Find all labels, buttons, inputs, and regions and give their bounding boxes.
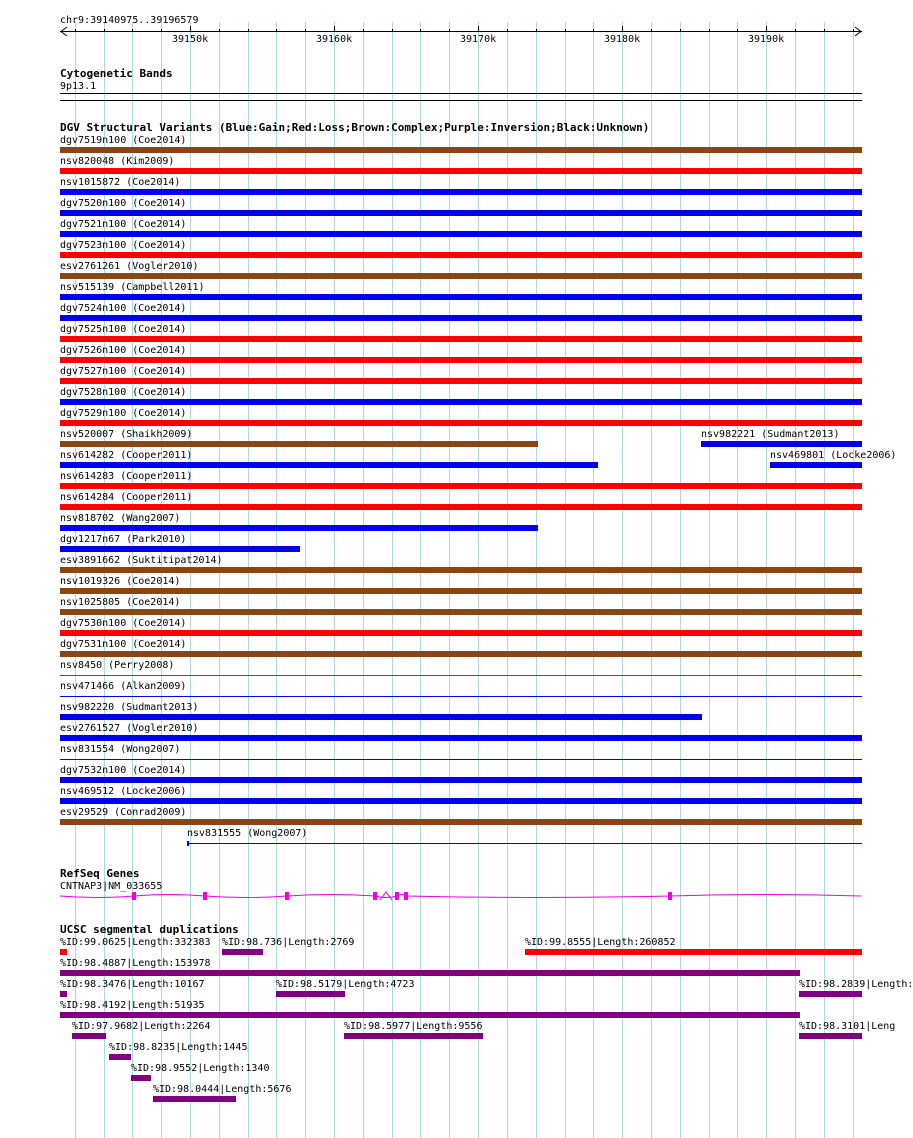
- segdup-feature[interactable]: [60, 991, 67, 997]
- sv-label: dgv7520n100 (Coe2014): [60, 198, 187, 209]
- ruler-minor-tick: [565, 29, 566, 32]
- sv-label: dgv7519n100 (Coe2014): [60, 135, 187, 146]
- sv-label: esv2761527 (Vogler2010): [60, 723, 199, 734]
- sv-label: dgv7529n100 (Coe2014): [60, 408, 187, 419]
- ruler-minor-tick: [248, 29, 249, 32]
- cytoband-label: 9p13.1: [60, 81, 97, 92]
- ruler-axis: [60, 31, 862, 32]
- cytoband-bottom-line: [60, 100, 862, 101]
- ruler-minor-tick: [363, 29, 364, 32]
- segdup-label: %ID:98.9552|Length:1340: [131, 1063, 270, 1074]
- ruler-minor-tick: [593, 29, 594, 32]
- segdup-feature[interactable]: [344, 1033, 483, 1039]
- segdup-feature[interactable]: [799, 991, 862, 997]
- segdup-feature[interactable]: [276, 991, 345, 997]
- segdup-label: %ID:99.8555|Length:260852: [525, 937, 676, 948]
- sv-feature[interactable]: [60, 630, 862, 636]
- ruler-major-tick: [766, 26, 767, 32]
- ruler-minor-tick: [104, 29, 105, 32]
- ruler-minor-tick: [132, 29, 133, 32]
- segdup-feature[interactable]: [60, 949, 67, 955]
- ruler-minor-tick: [680, 29, 681, 32]
- sv-feature[interactable]: [60, 609, 862, 615]
- sv-feature[interactable]: [60, 378, 862, 384]
- sv-label: nsv469512 (Locke2006): [60, 786, 187, 797]
- position-label: chr9:39140975..39196579: [60, 15, 199, 26]
- sv-label: dgv7526n100 (Coe2014): [60, 345, 187, 356]
- ruler-arrow-right-icon: [854, 27, 862, 36]
- segdup-feature[interactable]: [525, 949, 862, 955]
- sv-label: nsv831554 (Wong2007): [60, 744, 181, 755]
- sv-label: dgv7525n100 (Coe2014): [60, 324, 187, 335]
- sv-feature[interactable]: [60, 567, 862, 573]
- segdup-feature[interactable]: [60, 970, 800, 976]
- ruler-major-tick: [478, 26, 479, 32]
- ruler-minor-tick: [737, 29, 738, 32]
- sv-feature[interactable]: [60, 504, 862, 510]
- segdup-feature[interactable]: [131, 1075, 151, 1081]
- sv-feature[interactable]: [60, 210, 862, 216]
- ruler-minor-tick: [795, 29, 796, 32]
- gene-label: CNTNAP3|NM_033655: [60, 881, 163, 892]
- sv-label: dgv7527n100 (Coe2014): [60, 366, 187, 377]
- cytoband-top-line: [60, 93, 862, 94]
- ruler-minor-tick: [507, 29, 508, 32]
- sv-feature[interactable]: [60, 675, 862, 676]
- ruler-tick-label: 39190k: [748, 34, 785, 45]
- sv-feature[interactable]: [60, 819, 862, 825]
- strand-chevron-icon: [380, 892, 392, 900]
- ruler-tick-label: 39150k: [172, 34, 209, 45]
- sv-label: dgv1217n67 (Park2010): [60, 534, 187, 545]
- ruler-minor-tick: [449, 29, 450, 32]
- segdup-track-title[interactable]: UCSC segmental duplications: [60, 923, 239, 936]
- sv-feature[interactable]: [60, 777, 862, 783]
- sv-label: nsv614282 (Cooper2011): [60, 450, 193, 461]
- gene-exon[interactable]: [285, 892, 289, 900]
- sv-label: nsv982221 (Sudmant2013): [701, 429, 840, 440]
- sv-feature[interactable]: [60, 525, 538, 531]
- sv-label: nsv831555 (Wong2007): [187, 828, 308, 839]
- ruler-minor-tick: [420, 29, 421, 32]
- ruler-minor-tick: [161, 29, 162, 32]
- gene-exon[interactable]: [132, 892, 136, 900]
- sv-feature[interactable]: [60, 588, 862, 594]
- segdup-label: %ID:98.5179|Length:4723: [276, 979, 415, 990]
- sv-feature[interactable]: [60, 315, 862, 321]
- sv-label: nsv1025805 (Coe2014): [60, 597, 181, 608]
- sv-feature[interactable]: [60, 294, 862, 300]
- sv-label: dgv7531n100 (Coe2014): [60, 639, 187, 650]
- sv-label: dgv7523n100 (Coe2014): [60, 240, 187, 251]
- gene-exon[interactable]: [373, 892, 377, 900]
- cytoband-track-title[interactable]: Cytogenetic Bands: [60, 67, 173, 80]
- sv-label: dgv7530n100 (Coe2014): [60, 618, 187, 629]
- sv-feature[interactable]: [60, 441, 538, 447]
- segdup-feature[interactable]: [799, 1033, 862, 1039]
- segdup-label: %ID:98.4192|Length:51935: [60, 1000, 205, 1011]
- segdup-feature[interactable]: [72, 1033, 106, 1039]
- sv-feature[interactable]: [770, 462, 862, 468]
- sv-feature[interactable]: [60, 147, 862, 153]
- sv-label: esv29529 (Conrad2009): [60, 807, 187, 818]
- segdup-label: %ID:98.3476|Length:10167: [60, 979, 205, 990]
- ruler-tick-label: 39180k: [604, 34, 641, 45]
- segdup-label: %ID:98.8235|Length:1445: [109, 1042, 248, 1053]
- segdup-label: %ID:98.4887|Length:153978: [60, 958, 211, 969]
- gene-exon[interactable]: [404, 892, 408, 900]
- segdup-feature[interactable]: [109, 1054, 131, 1060]
- sv-feature[interactable]: [60, 483, 862, 489]
- sv-label: nsv515139 (Campbell2011): [60, 282, 205, 293]
- ruler-minor-tick: [392, 29, 393, 32]
- sv-label: dgv7521n100 (Coe2014): [60, 219, 187, 230]
- sv-label: nsv469801 (Locke2006): [770, 450, 897, 461]
- sv-label: dgv7524n100 (Coe2014): [60, 303, 187, 314]
- ruler-minor-tick: [709, 29, 710, 32]
- refseq-track-title[interactable]: RefSeq Genes: [60, 867, 140, 880]
- sv-feature[interactable]: [60, 399, 862, 405]
- sv-feature[interactable]: [60, 735, 862, 741]
- sv-feature[interactable]: [60, 357, 862, 363]
- segdup-label: %ID:97.9682|Length:2264: [72, 1021, 211, 1032]
- sv-label: nsv982220 (Sudmant2013): [60, 702, 199, 713]
- segdup-feature[interactable]: [222, 949, 263, 955]
- sv-label: nsv520007 (Shaikh2009): [60, 429, 193, 440]
- segdup-label: %ID:98.2839|Length:: [799, 979, 913, 990]
- sv-label: dgv7528n100 (Coe2014): [60, 387, 187, 398]
- gene-exon[interactable]: [668, 892, 672, 900]
- segdup-feature[interactable]: [60, 1012, 800, 1018]
- ruler-minor-tick: [75, 29, 76, 32]
- sv-feature[interactable]: [60, 252, 862, 258]
- sv-feature[interactable]: [60, 798, 862, 804]
- gene-exon[interactable]: [395, 892, 399, 900]
- sv-label: nsv614283 (Cooper2011): [60, 471, 193, 482]
- sv-feature[interactable]: [701, 441, 862, 447]
- segdup-label: %ID:98.0444|Length:5676: [153, 1084, 292, 1095]
- gene-exon[interactable]: [203, 892, 207, 900]
- sv-label: esv3891662 (Suktitipat2014): [60, 555, 223, 566]
- ruler-minor-tick: [853, 29, 854, 32]
- sv-feature[interactable]: [60, 168, 862, 174]
- ruler-major-tick: [190, 26, 191, 32]
- gene-model[interactable]: [0, 888, 890, 908]
- sv-feature[interactable]: [60, 759, 862, 760]
- sv-feature[interactable]: [60, 462, 598, 468]
- ruler-minor-tick: [219, 29, 220, 32]
- sv-feature[interactable]: [60, 546, 300, 552]
- segdup-label: %ID:99.0625|Length:332383: [60, 937, 211, 948]
- sv-label: nsv820048 (Kim2009): [60, 156, 175, 167]
- sv-feature[interactable]: [60, 420, 862, 426]
- sv-feature[interactable]: [60, 336, 862, 342]
- ruler-major-tick: [334, 26, 335, 32]
- segdup-feature[interactable]: [153, 1096, 236, 1102]
- gene-intron-line: [60, 895, 861, 898]
- ruler-minor-tick: [276, 29, 277, 32]
- segdup-label: %ID:98.5977|Length:9556: [344, 1021, 483, 1032]
- sv-feature-start-marker[interactable]: [187, 841, 189, 846]
- ruler-minor-tick: [824, 29, 825, 32]
- sv-feature[interactable]: [60, 273, 862, 279]
- sv-feature[interactable]: [60, 189, 862, 195]
- dgv-track-title[interactable]: DGV Structural Variants (Blue:Gain;Red:Loss;Brown:Complex;Purple:Inversion;Black:Unknown): [60, 121, 650, 134]
- sv-feature[interactable]: [60, 714, 702, 720]
- sv-label: nsv818702 (Wang2007): [60, 513, 181, 524]
- ruler-tick-label: 39160k: [316, 34, 353, 45]
- sv-feature[interactable]: [60, 696, 862, 697]
- ruler-minor-tick: [305, 29, 306, 32]
- sv-label: nsv614284 (Cooper2011): [60, 492, 193, 503]
- ruler-minor-tick: [536, 29, 537, 32]
- segdup-label: %ID:98.736|Length:2769: [222, 937, 355, 948]
- sv-feature[interactable]: [187, 843, 862, 844]
- sv-label: dgv7532n100 (Coe2014): [60, 765, 187, 776]
- ruler-arrow-left-icon: [60, 27, 68, 36]
- sv-label: nsv471466 (Alkan2009): [60, 681, 187, 692]
- ruler-minor-tick: [651, 29, 652, 32]
- sv-feature[interactable]: [60, 231, 862, 237]
- sv-feature[interactable]: [60, 651, 862, 657]
- ruler-major-tick: [622, 26, 623, 32]
- sv-label: nsv1015872 (Coe2014): [60, 177, 181, 188]
- sv-label: nsv1019326 (Coe2014): [60, 576, 181, 587]
- sv-label: esv2761261 (Vogler2010): [60, 261, 199, 272]
- sv-label: nsv8450 (Perry2008): [60, 660, 175, 671]
- ruler-tick-label: 39170k: [460, 34, 497, 45]
- segdup-label: %ID:98.3101|Leng: [799, 1021, 896, 1032]
